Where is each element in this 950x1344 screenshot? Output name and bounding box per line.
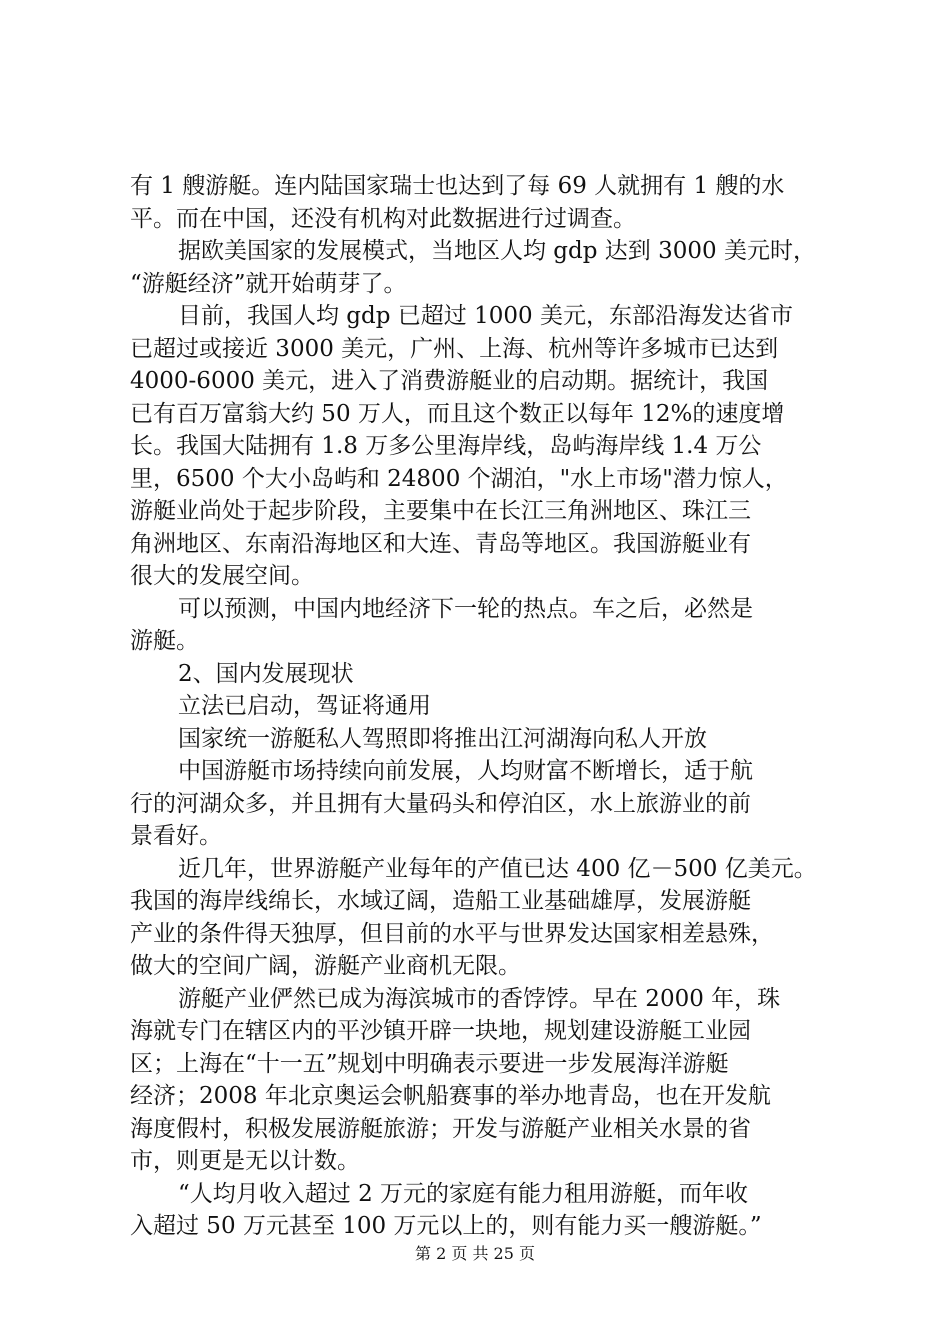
text-line: 已超过或接近 3000 美元，广州、上海、杭州等许多城市已达到 [130,335,779,362]
text-line: 角洲地区、东南沿海地区和大连、青岛等地区。我国游艇业有 [130,530,751,557]
document-body [130,170,840,1243]
text-line: 据欧美国家的发展模式，当地区人均 gdp 达到 3000 美元时， [178,238,816,264]
page-footer: 第 2 页 共 25 页 [415,1244,535,1263]
text-line: 里，6500 个大小岛屿和 24800 个湖泊，"水上市场"潜力惊人， [130,465,788,492]
text-line: 立法已启动，驾证将通用 [178,693,431,719]
text-line: 入超过 50 万元甚至 100 万元以上的，则有能力买一艘游艇。” [130,1213,762,1239]
text-line: 海度假村，积极发展游艇旅游；开发与游艇产业相关水景的省 [130,1115,751,1142]
text-line: 国家统一游艇私人驾照即将推出江河湖海向私人开放 [178,725,707,752]
text-line: 经济；2008 年北京奥运会帆船赛事的举办地青岛，也在开发航 [130,1083,771,1109]
text-line: 目前，我国人均 gdp 已超过 1000 美元，东部沿海发达省市 [178,303,793,329]
text-line: 中国游艇市场持续向前发展，人均财富不断增长，适于航 [178,758,753,784]
text-line: 行的河湖众多，并且拥有大量码头和停泊区，水上旅游业的前 [130,790,751,817]
text-line: “游艇经济”就开始萌芽了。 [130,270,407,297]
text-line: 我国的海岸线绵长，水域辽阔，造船工业基础雄厚，发展游艇 [130,888,751,914]
text-line: 海就专门在辖区内的平沙镇开辟一块地，规划建设游艇工业园 [130,1018,751,1044]
text-line: 很大的发展空间。 [130,563,314,589]
text-line: 游艇。 [130,628,199,654]
text-line: 可以预测，中国内地经济下一轮的热点。车之后，必然是 [178,595,753,622]
text-line: 区；上海在“十一五”规划中明确表示要进一步发展海洋游艇 [130,1050,729,1077]
text-line: 平。而在中国，还没有机构对此数据进行过调查。 [130,205,636,232]
text-line: 景看好。 [130,823,222,849]
text-line: “人均月收入超过 2 万元的家庭有能力租用游艇，而年收 [178,1180,749,1207]
text-line: 已有百万富翁大约 50 万人，而且这个数正以每年 12%的速度增 [130,400,785,427]
text-line: 长。我国大陆拥有 1.8 万多公里海岸线，岛屿海岸线 1.4 万公 [130,433,762,459]
text-line: 4000-6000 美元，进入了消费游艇业的启动期。据统计，我国 [130,368,769,394]
text-line: 做大的空间广阔，游艇产业商机无限。 [130,953,521,979]
text-line: 游艇业尚处于起步阶段，主要集中在长江三角洲地区、珠江三 [130,498,751,524]
text-line: 有 1 艘游艇。连内陆国家瑞士也达到了每 69 人就拥有 1 艘的水 [130,173,785,199]
text-line: 近几年，世界游艇产业每年的产值已达 400 亿－500 亿美元。 [178,855,817,882]
text-line: 游艇产业俨然已成为海滨城市的香饽饽。早在 2000 年，珠 [178,985,781,1012]
text-line: 产业的条件得天独厚，但目前的水平与世界发达国家相差悬殊， [130,920,774,947]
text-line: 市，则更是无以计数。 [130,1148,360,1174]
text-line: 2、国内发展现状 [178,660,354,687]
